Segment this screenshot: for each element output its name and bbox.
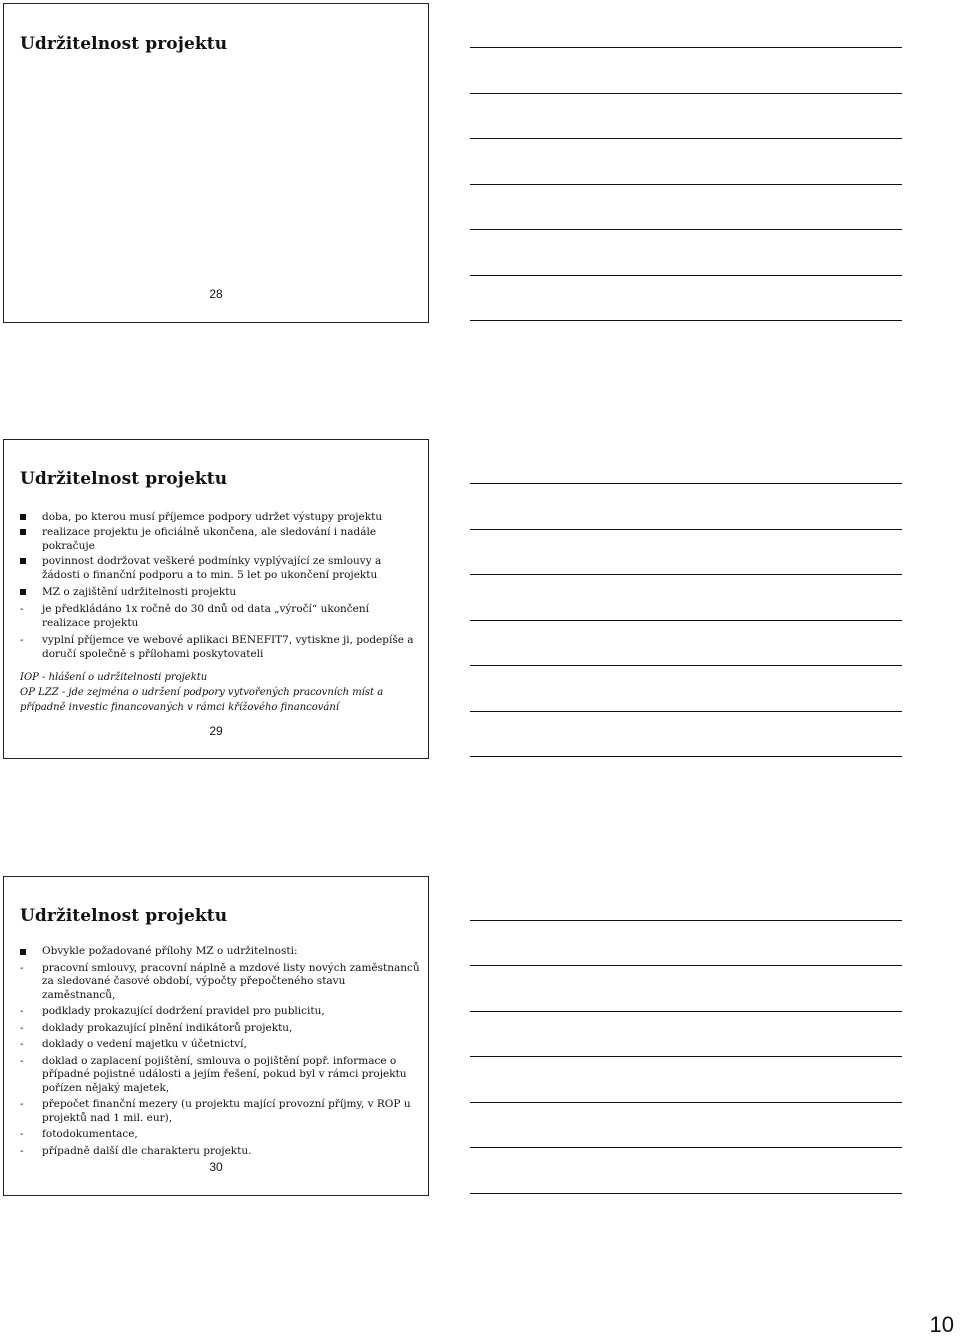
dash-item: - doklady o vedení majetku v účetnictví, (20, 1038, 247, 1050)
dash-item: - je předkládáno 1x ročně do 30 dnů od data „výročí“ ukončení realizace projektu (20, 603, 370, 629)
note-line-rule (470, 1193, 902, 1194)
dash-item: - doklad o zaplacení pojištění, smlouva o pojištění popř. informace o případné pojistné události a jejím řešení, pokud byl v rámci projektu pořízen nějaký majetek, (20, 1054, 407, 1094)
slide-number: 30 (209, 1160, 223, 1174)
slide-notes (20, 670, 420, 715)
dash-marker: - (20, 961, 24, 974)
dash-marker: - (20, 1144, 24, 1157)
note-line-rule (470, 1056, 902, 1057)
note-line-rule (470, 620, 902, 621)
slide-title: Udržitelnost projektu (20, 906, 228, 926)
slide-number: 29 (209, 724, 223, 738)
slide-body (20, 510, 418, 661)
slide-number: 28 (209, 287, 223, 301)
dash-item: - přepočet finanční mezery (u projektu mající provozní příjmy, v ROP u projektů nad 1 mil. eur), (20, 1098, 411, 1124)
note-line-rule (470, 483, 902, 484)
note-line-rule (470, 965, 902, 966)
dash-marker: - (20, 634, 24, 646)
slide-body (20, 945, 420, 1158)
dash-marker: - (20, 603, 24, 615)
slide-30 (3, 876, 429, 1196)
note-line-rule (470, 920, 902, 921)
notes-area (470, 0, 902, 1340)
dash-marker: - (20, 1098, 24, 1110)
note-line: IOP - hlášení o udržitelnosti projektu (20, 672, 208, 683)
bullet-square-icon (20, 589, 26, 595)
note-line-rule (470, 756, 902, 757)
bullet-square-icon (20, 949, 26, 955)
dash-item: - pracovní smlouvy, pracovní náplně a mzdové listy nových zaměstnanců za sledované časové období, výpočty přepočteného stavu zaměstnanců, (20, 961, 420, 1001)
bullet-list (20, 945, 420, 959)
note-line-rule (470, 320, 902, 321)
page-number: 10 (929, 1312, 954, 1337)
bullet-square-icon (20, 514, 26, 520)
dash-marker: - (20, 1054, 24, 1067)
bullet-item: MZ o zajištění udržitelnosti projektu (20, 585, 418, 599)
dash-item: - vyplní příjemce ve webové aplikaci BENEFIT7, vytiskne ji, podepíše a doručí společně s přílohami poskytovateli (20, 634, 414, 660)
slide-title: Udržitelnost projektu (20, 34, 228, 54)
slide-29 (3, 439, 429, 759)
bullet-square-icon (20, 529, 26, 535)
dash-marker: - (20, 1005, 24, 1017)
note-line-rule (470, 711, 902, 712)
bullet-item: povinnost dodržovat veškeré podmínky vyplývající ze smlouvy a žádosti o finanční podporu a to min. 5 let po ukončení projektu (20, 554, 418, 582)
note-line-rule (470, 138, 902, 139)
note-line-rule (470, 1147, 902, 1148)
note-line-rule (470, 529, 902, 530)
note-line-rule (470, 1011, 902, 1012)
note-line-rule (470, 275, 902, 276)
note-line-rule (470, 229, 902, 230)
bullet-list (20, 510, 418, 599)
bullet-item: realizace projektu je oficiálně ukončena, ale sledování i nadále pokračuje (20, 525, 418, 553)
note-line-rule (470, 47, 902, 48)
dash-marker: - (20, 1021, 24, 1034)
note-line-rule (470, 574, 902, 575)
bullet-item: Obvykle požadované přílohy MZ o udržitelnosti: (20, 945, 420, 959)
dash-item: - případně další dle charakteru projektu. (20, 1144, 252, 1157)
note-line-rule (470, 93, 902, 94)
note-line: OP LZZ - jde zejména o udržení podpory vytvořených pracovních míst a případně investic financovaných v rámci křížového financování (20, 687, 384, 713)
dash-item: - doklady prokazující plnění indikátorů projektu, (20, 1021, 293, 1034)
bullet-square-icon (20, 558, 26, 564)
dash-marker: - (20, 1038, 24, 1050)
dash-list (20, 602, 418, 661)
dash-item: - fotodokumentace, (20, 1128, 138, 1140)
note-line-rule (470, 184, 902, 185)
note-line-rule (470, 1102, 902, 1103)
dash-marker: - (20, 1128, 24, 1140)
dash-list (20, 962, 420, 1159)
bullet-item: doba, po kterou musí příjemce podpory udržet výstupy projektu (20, 510, 418, 524)
dash-item: - podklady prokazující dodržení pravidel pro publicitu, (20, 1005, 325, 1017)
slide-title: Udržitelnost projektu (20, 469, 228, 489)
slide-28 (3, 3, 429, 323)
note-line-rule (470, 665, 902, 666)
